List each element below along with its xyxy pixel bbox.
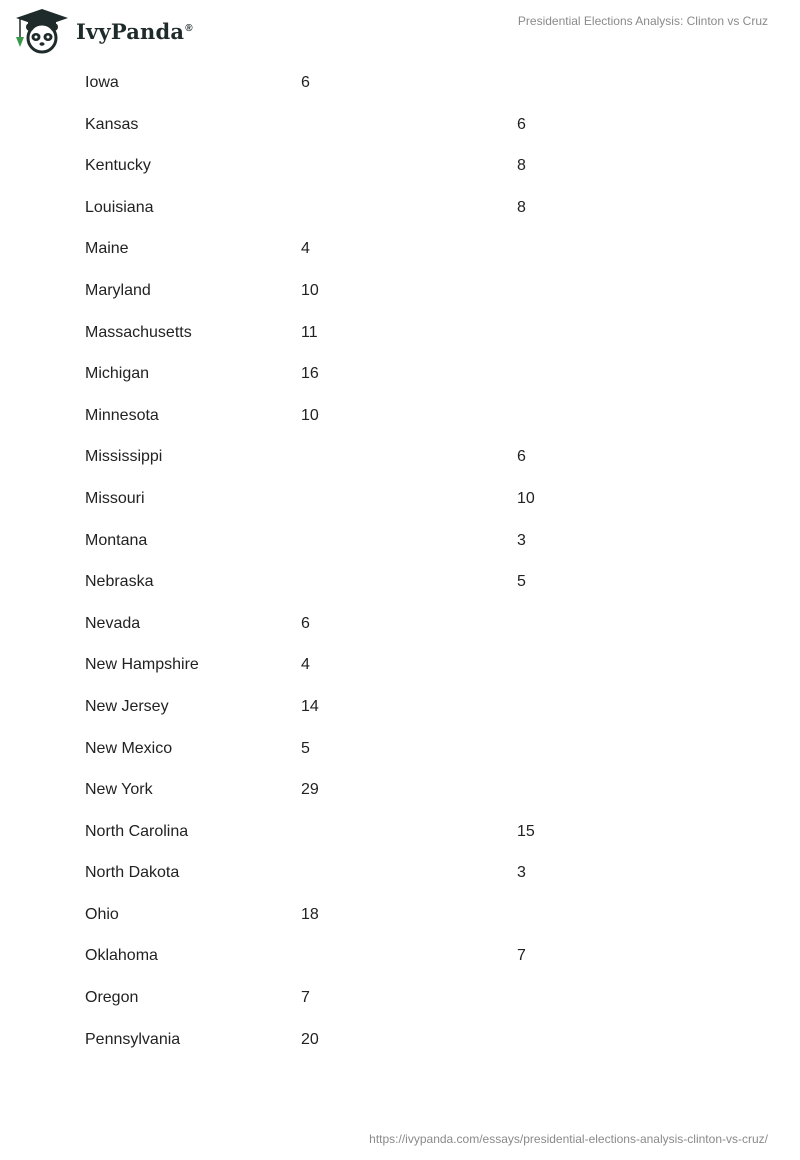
table-row	[85, 935, 725, 977]
clinton-votes-cell: 7	[301, 989, 310, 1007]
clinton-votes-cell: 20	[301, 1030, 319, 1048]
cruz-votes-cell: 8	[517, 198, 526, 216]
table-row	[85, 811, 725, 853]
cruz-votes-cell: 15	[517, 822, 535, 840]
panda-graduate-icon	[14, 7, 70, 55]
table-row	[85, 644, 725, 686]
cruz-votes-cell: 6	[517, 448, 526, 466]
registered-mark: ®	[185, 22, 193, 34]
state-cell: Nevada	[85, 614, 141, 632]
table-row	[85, 395, 725, 437]
state-cell: Iowa	[85, 74, 119, 91]
cruz-votes-cell: 7	[517, 947, 526, 965]
table-row	[85, 977, 725, 1019]
clinton-votes-cell: 11	[301, 323, 318, 341]
state-cell: Kentucky	[85, 157, 151, 175]
state-cell: Nebraska	[85, 573, 154, 591]
table-row	[85, 769, 725, 811]
clinton-votes-cell: 16	[301, 365, 319, 383]
table-row	[85, 894, 725, 936]
clinton-votes-cell: 4	[301, 656, 310, 674]
state-cell: Louisiana	[85, 198, 154, 216]
table-row	[85, 686, 725, 728]
cruz-votes-cell: 10	[517, 489, 535, 507]
cruz-votes-cell: 3	[517, 864, 526, 882]
state-cell: Montana	[85, 531, 148, 549]
state-cell: Mississippi	[85, 448, 163, 466]
clinton-votes-cell: 6	[301, 614, 310, 632]
state-cell: Oregon	[85, 989, 139, 1007]
table-row	[85, 1019, 725, 1061]
table-row	[85, 187, 725, 229]
clinton-votes-cell: 29	[301, 781, 319, 799]
state-cell: Maryland	[85, 281, 151, 299]
state-cell: New Jersey	[85, 697, 169, 715]
clinton-votes-cell: 5	[301, 739, 310, 757]
cruz-votes-cell: 8	[517, 157, 526, 175]
ivypanda-logo[interactable]	[14, 8, 193, 54]
state-cell: Massachusetts	[85, 323, 192, 341]
table-row	[85, 312, 725, 354]
table-row	[85, 852, 725, 894]
table-row	[85, 145, 725, 187]
state-cell: North Carolina	[85, 822, 189, 840]
table-row	[85, 436, 725, 478]
table-row	[85, 603, 725, 645]
cruz-votes-cell: 5	[517, 573, 526, 591]
table-row	[85, 62, 725, 104]
state-cell: North Dakota	[85, 864, 180, 882]
brand-name: IvyPanda®	[76, 18, 193, 44]
clinton-votes-cell: 10	[301, 281, 319, 299]
state-cell: Oklahoma	[85, 947, 158, 965]
state-cell: New Mexico	[85, 739, 173, 757]
state-cell: New York	[85, 781, 153, 799]
clinton-votes-cell: 4	[301, 240, 310, 258]
table-row	[85, 353, 725, 395]
cruz-votes-cell: 6	[517, 115, 526, 133]
state-cell: Kansas	[85, 115, 139, 133]
clinton-votes-cell: 10	[301, 406, 319, 424]
clinton-votes-cell: 14	[301, 697, 319, 715]
state-cell: Pennsylvania	[85, 1030, 181, 1048]
table-row	[85, 228, 725, 270]
state-cell: Minnesota	[85, 406, 159, 424]
state-cell: New Hampshire	[85, 656, 199, 674]
state-cell: Maine	[85, 240, 129, 258]
table-row	[85, 520, 725, 562]
state-cell: Michigan	[85, 365, 150, 383]
table-row	[85, 561, 725, 603]
table-row	[85, 478, 725, 520]
source-url[interactable]: https://ivypanda.com/essays/presidential-elections-analysis-clinton-vs-cruz/	[369, 1132, 768, 1146]
state-cell: Ohio	[85, 905, 119, 923]
clinton-votes-cell: 6	[301, 74, 310, 91]
table-row	[85, 728, 725, 770]
table-row	[85, 270, 725, 312]
state-cell: Missouri	[85, 489, 145, 507]
cruz-votes-cell: 3	[517, 531, 526, 549]
document-title: Presidential Elections Analysis: Clinton vs Cruz	[517, 14, 768, 28]
table-row	[85, 104, 725, 146]
clinton-votes-cell: 18	[301, 905, 319, 923]
electoral-votes-table	[85, 62, 725, 1060]
